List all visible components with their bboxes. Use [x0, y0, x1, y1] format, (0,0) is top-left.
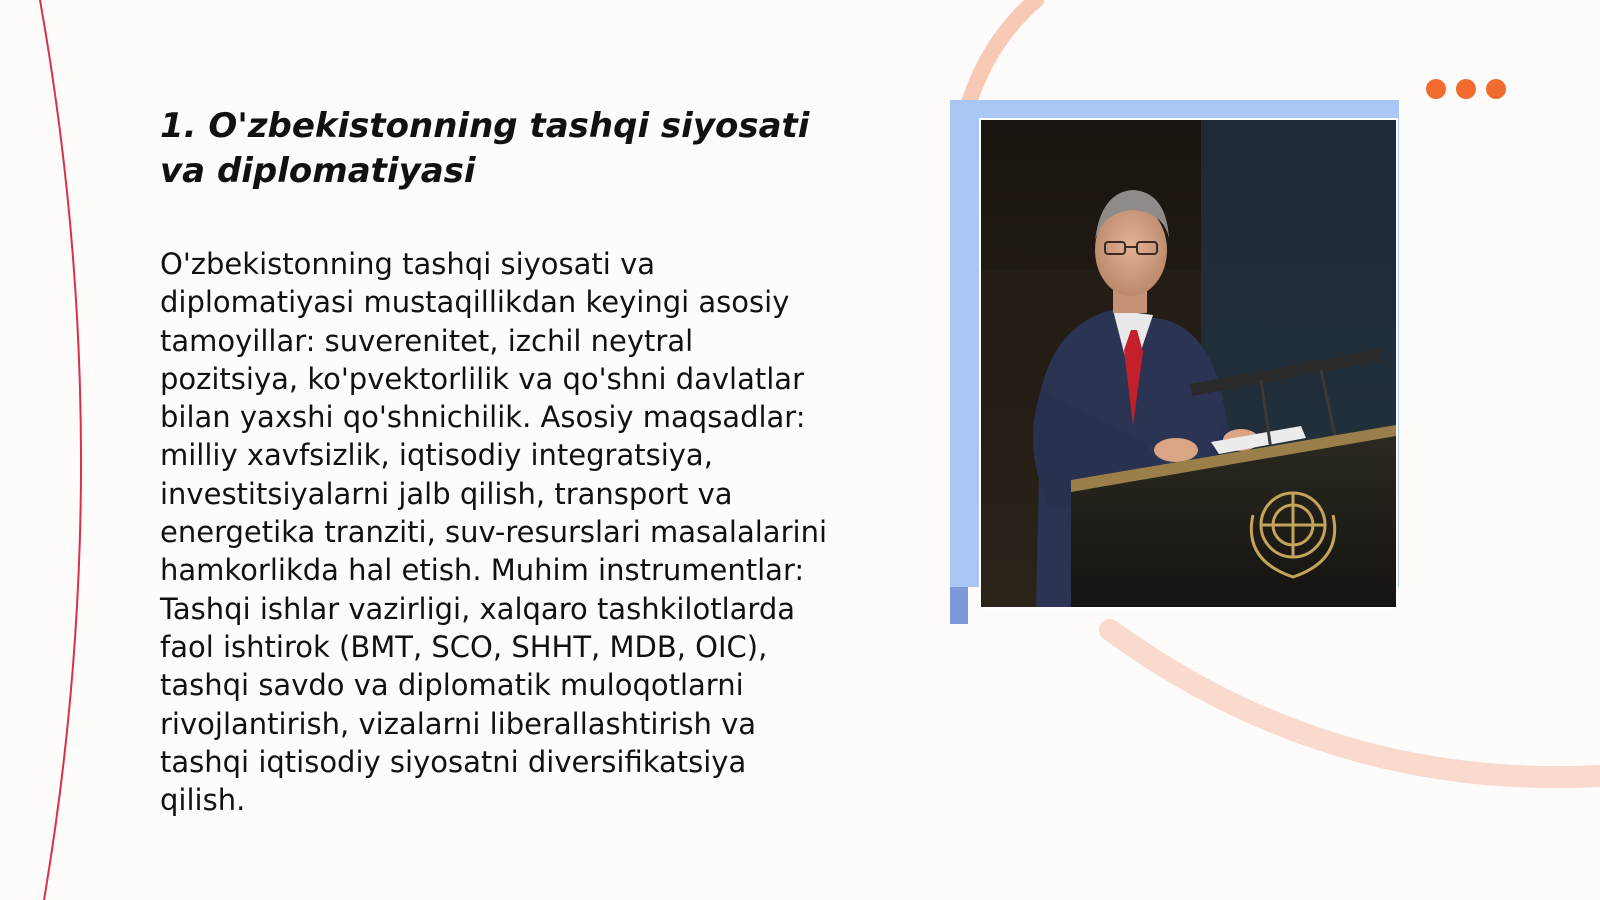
speaker-photo — [979, 118, 1398, 609]
more-dots-icon[interactable] — [1426, 79, 1506, 99]
left-red-line — [40, 0, 81, 900]
dot — [1426, 79, 1446, 99]
top-peach-arc — [970, 0, 1036, 100]
dot — [1456, 79, 1476, 99]
slide-title: 1. O'zbekistonning tashqi siyosati va diplomatiyasi — [160, 106, 810, 191]
photo-frame — [950, 100, 1399, 624]
bottom-peach-arc — [1110, 630, 1600, 777]
speaker-photo-illustration — [981, 120, 1396, 607]
photo-frame-tab — [950, 587, 968, 624]
slide-body-text: O'zbekistonning tashqi siyosati va diplomatiyasi mustaqillikdan keyingi asosiy tamoyillar: suverenitet, izchil neytral pozitsiya, ko'pvektorlilik va qo'shni davlatlar bilan yaxshi qo'shnichilik. Asosiy maqsadlar: milliy xavfsizlik, iqtisodiy integratsiya, investitsiyalarni jalb qilish, transport va energetika tranziti, suv-resurslari masalalarini hamkorlikda hal etish. Muhim instrumentlar: Tashqi ishlar vazirligi, xalqaro tashkilotlarda faol ishtirok (BMT, SCO, SHHT, MDB, OIC), tashqi savdo va diplomatik muloqotlarni rivojlantirish, vizalarni liberallashtirish va tashqi iqtisodiy siyosatni diversifikatsiya qilish. — [160, 247, 827, 818]
dot — [1486, 79, 1506, 99]
